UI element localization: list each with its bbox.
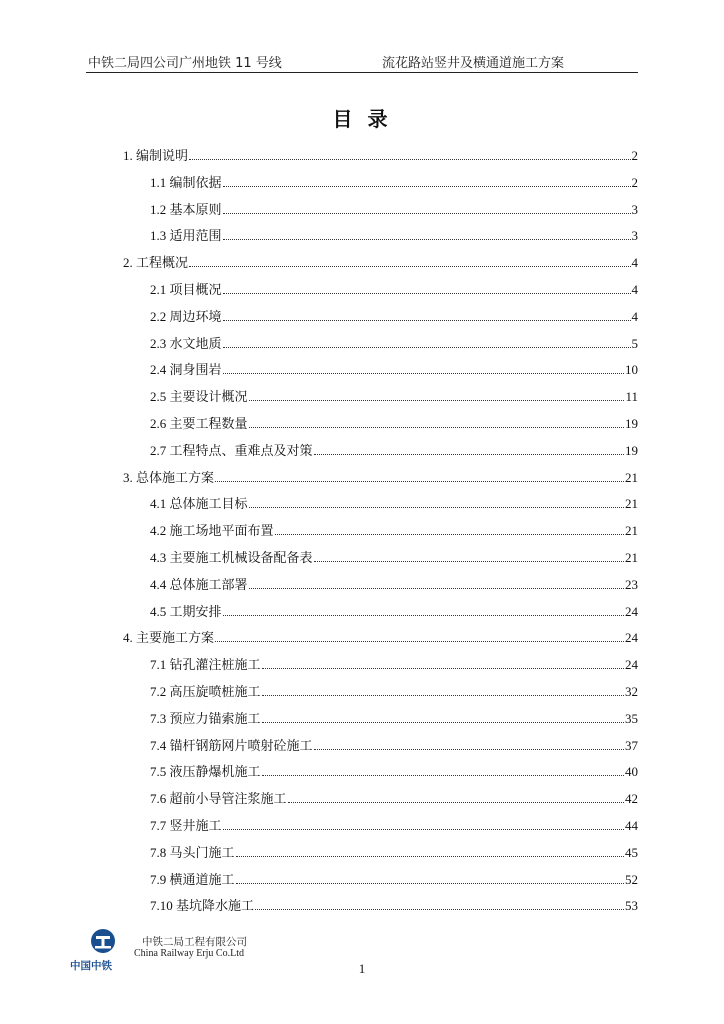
toc-dot-leader (223, 829, 624, 830)
toc-dot-leader (223, 615, 624, 616)
toc-entry-page: 35 (625, 710, 638, 726)
toc-dot-leader (262, 722, 624, 723)
toc-entry-page: 2 (631, 148, 638, 163)
toc-entry-page: 44 (625, 818, 638, 833)
toc-entry[interactable] (150, 439, 638, 459)
toc-entry-label: 4.4 总体施工部署 (150, 576, 248, 592)
toc-entry-page: 52 (625, 871, 638, 887)
toc-dot-leader (255, 909, 624, 910)
toc-entry-page: 19 (625, 416, 638, 431)
toc-entry[interactable] (150, 600, 638, 620)
toc-entry-page: 5 (631, 335, 638, 351)
toc-entry-label: 2.5 主要设计概况 (150, 389, 248, 405)
toc-dot-leader (249, 400, 625, 401)
toc-dot-leader (249, 427, 624, 428)
toc-entry[interactable] (123, 466, 638, 486)
toc-entry-page: 45 (625, 844, 638, 860)
toc-entry[interactable] (150, 734, 638, 754)
toc-entry-page: 24 (625, 603, 638, 619)
toc-dot-leader (236, 883, 624, 884)
toc-entry[interactable] (123, 251, 638, 271)
toc-entry-page: 4 (631, 282, 638, 297)
header-right-text: 流花路站竖井及横通道施工方案 (382, 56, 565, 71)
toc-dot-leader (223, 293, 631, 294)
toc-entry-label: 4. 主要施工方案 (123, 630, 215, 646)
toc-entry-label: 7.10 基坑降水施工 (150, 898, 255, 914)
toc-entry-page: 23 (625, 576, 638, 592)
toc-dot-leader (249, 507, 624, 508)
toc-entry-page: 32 (625, 684, 638, 699)
toc-entry-label: 2.3 水文地质 (150, 335, 222, 351)
toc-dot-leader (223, 213, 631, 214)
toc-dot-leader (223, 320, 631, 321)
toc-entry[interactable] (150, 868, 638, 888)
toc-entry-label: 7.9 横通道施工 (150, 871, 235, 887)
toc-entry[interactable] (150, 787, 638, 807)
toc-entry-label: 4.3 主要施工机械设备配备表 (150, 550, 313, 565)
toc-entry-page: 42 (625, 791, 638, 807)
toc-entry-page: 37 (625, 737, 638, 753)
toc-entry[interactable] (150, 519, 638, 539)
toc-entry-label: 7.5 液压静爆机施工 (150, 764, 261, 780)
toc-entry-label: 7.2 高压旋喷桩施工 (150, 684, 261, 699)
toc-entry-page: 53 (625, 898, 638, 914)
toc-entry[interactable] (123, 626, 638, 646)
toc-dot-leader (314, 749, 624, 750)
footer-company-name: 中铁二局工程有限公司 (142, 936, 247, 948)
footer-brand: 中国中铁 (70, 960, 112, 972)
toc-entry-label: 1.2 基本原则 (150, 201, 222, 217)
toc-entry-page: 11 (625, 389, 638, 405)
toc-dot-leader (223, 373, 624, 374)
toc-entry-label: 4.1 总体施工目标 (150, 496, 248, 512)
toc-entry[interactable] (150, 358, 638, 378)
page-number: 1 (358, 961, 366, 976)
toc-entry-label: 7.7 竖井施工 (150, 818, 222, 833)
toc-entry-page: 21 (625, 523, 638, 539)
toc-entry-page: 3 (631, 201, 638, 217)
toc-entry-page: 3 (631, 228, 638, 244)
toc-entry-label: 4.5 工期安排 (150, 603, 222, 619)
toc-entry-page: 4 (631, 255, 638, 271)
toc-dot-leader (262, 695, 624, 696)
toc-entry[interactable] (150, 894, 638, 914)
toc-entry[interactable] (150, 573, 638, 593)
toc-dot-leader (262, 775, 624, 776)
toc-entry[interactable] (150, 680, 638, 700)
toc-dot-leader (215, 641, 624, 642)
toc-dot-leader (223, 239, 631, 240)
toc-dot-leader (249, 588, 624, 589)
toc-entry-label: 7.4 锚杆钢筋网片喷射砼施工 (150, 737, 313, 753)
toc-entry-label: 2.4 洞身围岩 (150, 362, 222, 378)
toc-entry-label: 3. 总体施工方案 (123, 469, 215, 485)
toc-entry-label: 2.6 主要工程数量 (150, 416, 248, 431)
toc-dot-leader (189, 159, 630, 160)
toc-dot-leader (314, 454, 624, 455)
toc-entry-page: 24 (625, 657, 638, 673)
page-header (86, 50, 638, 73)
toc-entry[interactable] (150, 412, 638, 432)
toc-entry[interactable] (150, 278, 638, 298)
toc-entry-label: 2.2 周边环境 (150, 308, 222, 324)
toc-entry-label: 1. 编制说明 (123, 148, 189, 163)
toc-entry[interactable] (150, 546, 638, 566)
toc-entry-label: 7.1 钻孔灌注桩施工 (150, 657, 261, 673)
toc-entry-label: 2. 工程概况 (123, 255, 189, 271)
toc-title: 目 录 (332, 107, 392, 131)
toc-entry[interactable] (150, 707, 638, 727)
toc-dot-leader (223, 347, 631, 348)
toc-entry[interactable] (150, 492, 638, 512)
toc-entry-label: 7.3 预应力锚索施工 (150, 710, 261, 726)
toc-entry[interactable] (150, 198, 638, 218)
toc-entry-label: 7.6 超前小导管注浆施工 (150, 791, 287, 807)
toc-entry-label: 7.8 马头门施工 (150, 844, 235, 860)
toc-dot-leader (314, 561, 624, 562)
toc-entry-page: 21 (625, 550, 638, 565)
header-left-text: 中铁二局四公司广州地铁 11 号线 (88, 56, 282, 71)
toc-dot-leader (223, 186, 631, 187)
toc-entry[interactable] (150, 653, 638, 673)
toc-entry-page: 4 (631, 308, 638, 324)
toc-entry-label: 4.2 施工场地平面布置 (150, 523, 274, 539)
toc-entry[interactable] (150, 305, 638, 325)
toc-entry-label: 1.1 编制依据 (150, 174, 222, 190)
toc-entry[interactable] (150, 814, 638, 834)
toc-entry-page: 21 (625, 469, 638, 485)
toc-entry-page: 10 (625, 362, 638, 378)
toc-entry-page: 40 (625, 764, 638, 780)
toc-entry[interactable] (123, 144, 638, 164)
toc-entry-label: 2.7 工程特点、重难点及对策 (150, 442, 313, 458)
toc-entry[interactable] (150, 332, 638, 352)
toc-entry-page: 19 (625, 442, 638, 458)
toc-entry-page: 24 (625, 630, 638, 646)
toc-dot-leader (288, 802, 624, 803)
toc-dot-leader (262, 668, 624, 669)
toc-entry-label: 2.1 项目概况 (150, 282, 222, 297)
toc-entry-page: 2 (631, 174, 638, 190)
toc-entry[interactable] (150, 385, 638, 405)
toc-entry-label: 1.3 适用范围 (150, 228, 222, 244)
toc-entry[interactable] (150, 171, 638, 191)
toc-entry[interactable] (150, 760, 638, 780)
toc-dot-leader (189, 266, 630, 267)
toc-dot-leader (236, 856, 624, 857)
toc-dot-leader (215, 481, 624, 482)
toc-entry[interactable] (150, 841, 638, 861)
footer-company-name-en: China Railway Erju Co.Ltd (134, 948, 244, 959)
toc-entry-page: 21 (625, 496, 638, 512)
toc-entry[interactable] (150, 224, 638, 244)
toc-dot-leader (275, 534, 624, 535)
